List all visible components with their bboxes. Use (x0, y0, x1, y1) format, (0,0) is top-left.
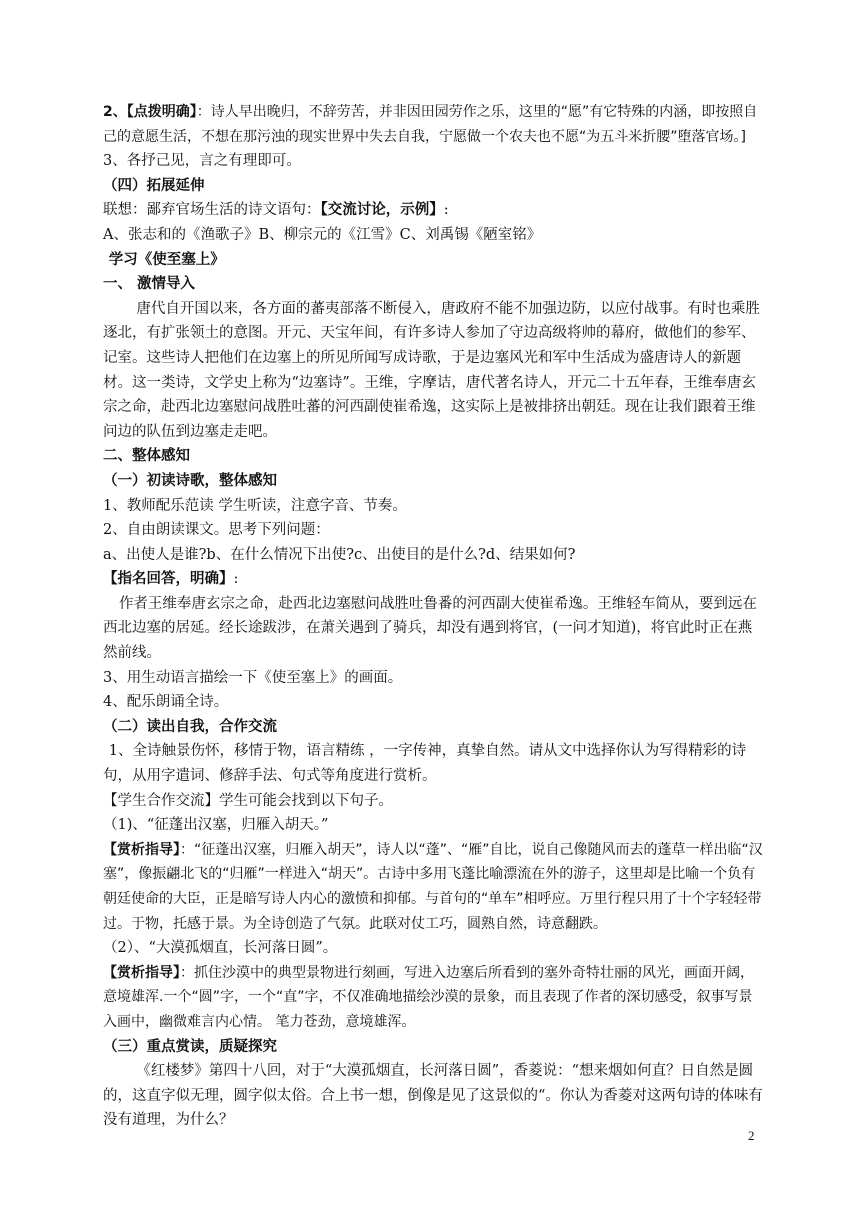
paragraph-5 (103, 223, 763, 248)
body-text: 2、自由朗读课文。思考下列问题： (103, 522, 330, 539)
paragraph-1 (103, 100, 763, 149)
bold-text: （三）重点赏读，质疑探究 (103, 1037, 277, 1055)
body-text: 3、各抒己见，言之有理即可。 (103, 153, 301, 170)
body-text: 【学生合作交流】学生可能会找到以下句子。 (103, 792, 393, 809)
paragraph-11 (103, 494, 763, 519)
paragraph-12 (103, 518, 763, 543)
bold-text: 学习《使至塞上》 (108, 250, 225, 268)
document-body (103, 100, 763, 1133)
paragraph-22 (103, 838, 763, 936)
paragraph-23 (103, 936, 763, 961)
bold-text: 2、【点拨明确】 (103, 104, 197, 120)
body-text: 联想：鄙弃官场生活的诗文语句： (103, 202, 321, 219)
body-text: a、出使人是谁?b、在什么情况下出使?c、出使目的是什么?d、结果如何? (103, 546, 576, 563)
body-text: 作者王维奉唐玄宗之命，赴西北边塞慰问战胜吐鲁番的河西副大使崔希逸。王维轻车简从，要到远在西北边塞的居延。经长途跋涉，在萧关遇到了骑兵，却没有遇到将官，(一问才知道)，将官此时正在燕然前线。 (103, 595, 757, 662)
bold-text: 【交流讨论，示例】 (320, 201, 444, 219)
paragraph-7 (103, 272, 763, 297)
paragraph-19 (103, 739, 763, 788)
body-text: 唐代自开国以来，各方面的蕃夷部落不断侵入，唐政府不能不加强边防，以应付战事。有时也乘胜逐北，有扩张领土的意图。开元、天宝年间，有许多诗人参加了守边高级将帅的幕府，做他们的参军、记室。这些诗人把他们在边塞上的所见所闻写成诗歌，于是边塞风光和军中生活成为盛唐诗人的新题材。这一类诗，文学史上称为“边塞诗”。王维，字摩诘，唐代著名诗人，开元二十五年春，王维奉唐玄宗之命，赴西北边塞慰问战胜吐蕃的河西副使崔希逸，这实际上是被排挤出朝廷。现在让我们跟着王维问边的队伍到边塞走走吧。 (103, 300, 760, 440)
bold-text: 二、整体感知 (103, 447, 190, 465)
paragraph-13 (103, 543, 763, 568)
paragraph-3 (103, 174, 763, 199)
paragraph-24 (103, 961, 763, 1035)
paragraph-14 (103, 567, 763, 592)
body-text: 1、教师配乐范读 学生听读，注意字音、节奏。 (103, 497, 407, 514)
body-text: A、张志和的《渔歌子》B、柳宗元的《江雪》C、刘禹锡《陋室铭》 (103, 226, 542, 243)
body-text: : (233, 571, 239, 588)
paragraph-15 (103, 592, 763, 666)
paragraph-25 (103, 1035, 763, 1060)
body-text: （2）、“大漠孤烟直，长河落日圆”。 (103, 940, 338, 957)
paragraph-8 (103, 297, 763, 445)
paragraph-21 (103, 813, 763, 838)
bold-text: 【指名回答，明确】 (103, 570, 234, 588)
paragraph-10 (103, 469, 763, 494)
bold-text: 【赏析指导】 (103, 964, 180, 981)
body-text: 1、全诗触景伤怀，移情于物，语言精练 ，一字传神，真挚自然。请从文中选择你认为写得精彩的诗句，从用字遣词、修辞手法、句式等角度进行赏析。 (103, 743, 747, 785)
paragraph-6 (103, 248, 763, 273)
body-text: 3、用生动语言描绘一下《使至塞上》的画面。 (103, 669, 403, 686)
paragraph-16 (103, 666, 763, 691)
body-text: ：抓住沙漠中的典型景物进行刻画，写进入边塞后所看到的塞外奇特壮丽的风光，画面开阔，意境雄浑.一个“圆”字，一个“直”字，不仅准确地描绘沙漠的景象，而且表现了作者的深切感受，叙事写景入画中，幽微难言内心情。 笔力苍劲，意境雄浑。 (103, 964, 754, 1030)
body-text: 4、配乐朗诵全诗。 (103, 694, 229, 711)
body-text: : (443, 202, 449, 219)
body-text: ：诗人早出晚归，不辞劳苦，并非因田园劳作之乐，这里的“愿”有它特殊的内涵，即按照自己的意愿生活，不想在那污浊的现实世界中失去自我，宁愿做一个农夫也不愿“为五斗米折腰”堕落官场。] (103, 104, 758, 145)
paragraph-20 (103, 789, 763, 814)
paragraph-4 (103, 198, 763, 223)
bold-text: 一、 激情导入 (103, 275, 196, 293)
paragraph-9 (103, 444, 763, 469)
bold-text: （二）读出自我，合作交流 (103, 717, 277, 735)
paragraph-2 (103, 149, 763, 174)
bold-text: （四）拓展延伸 (103, 176, 205, 194)
body-text: 《红楼梦》第四十八回，对于“大漠孤烟直，长河落日圆”，香菱说：“想来烟如何直？日自然是圆的，这直字似无理，圆字似太俗。合上书一想，倒像是见了这景似的“。你认为香菱对这两句诗的体味有没有道理，为什么？ (103, 1063, 763, 1129)
paragraph-26 (103, 1059, 763, 1133)
bold-text: 【赏析指导】 (103, 841, 180, 858)
paragraph-18 (103, 715, 763, 740)
page-number: 2 (748, 1128, 755, 1143)
body-text: ：“征蓬出汉塞，归雁入胡天”，诗人以“蓬”、“雁”自比，说自己像随风而去的蓬草一样出临“汉塞”，像振翩北飞的“归雁”一样进入“胡天”。古诗中多用飞蓬比喻漂流在外的游子，这里却是比喻一个负有朝廷使命的大臣，正是暗写诗人内心的激愤和抑郁。与首句的“单车”相呼应。万里行程只用了十个字轻轻带过。于物，托感于景。为全诗创造了气氛。此联对仗工巧，圆熟自然，诗意翻跌。 (103, 841, 763, 932)
bold-text: （一）初读诗歌，整体感知 (103, 471, 277, 489)
body-text: （1)、“征蓬出汉塞，归雁入胡天。” (103, 817, 329, 834)
paragraph-17 (103, 690, 763, 715)
